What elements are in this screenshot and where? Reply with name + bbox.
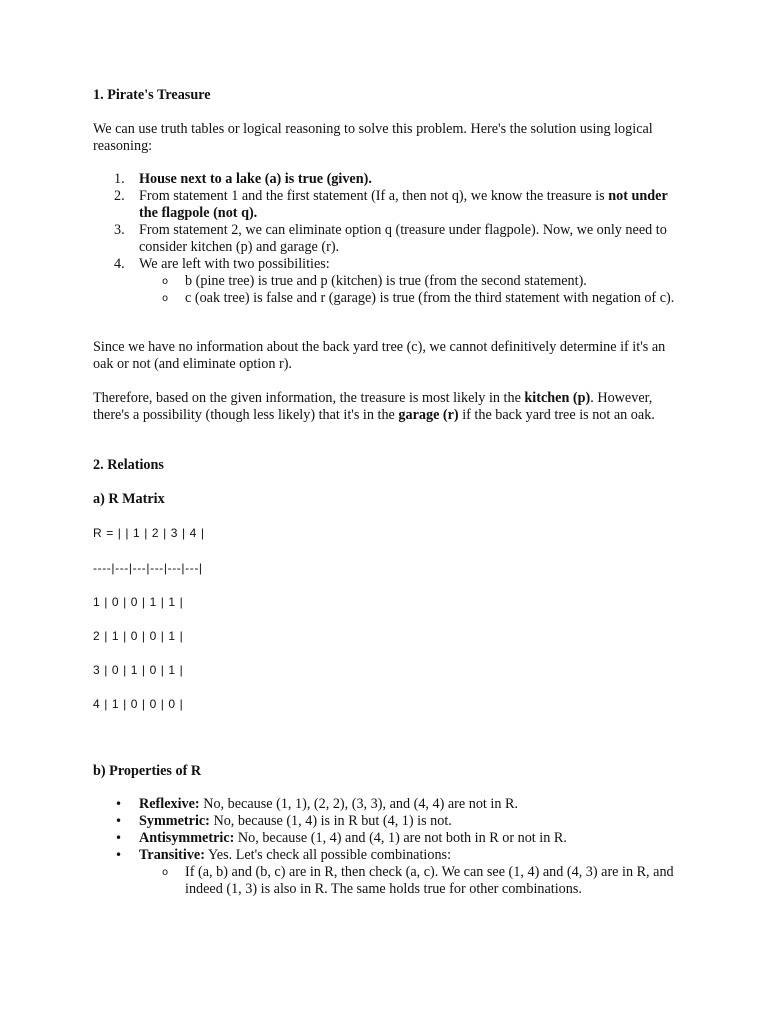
step-item: [93, 222, 683, 256]
step-item: [93, 171, 683, 188]
matrix-line: 3 | 0 | 1 | 0 | 1 |: [93, 663, 184, 677]
bullet-icon: •: [115, 814, 123, 828]
matrix-line: 4 | 1 | 0 | 0 | 0 |: [93, 697, 184, 711]
property-item: [93, 830, 683, 847]
step-number: 1.: [114, 171, 125, 187]
section-1-intro: We can use truth tables or logical reasoning to solve this problem. Here's the solution using logical reasoning:: [93, 121, 653, 154]
step-bold-text: not under the flagpole (not q).: [139, 188, 668, 221]
property-text: No, because (1, 1), (2, 2), (3, 3), and (4, 4) are not in R.: [199, 796, 519, 812]
transitive-detail-item: [93, 864, 683, 898]
transitive-sublist: [93, 864, 683, 898]
possibility-text: c (oak tree) is false and r (garage) is true (from the third statement with negation of c).: [185, 290, 675, 306]
subsection-b-heading: b) Properties of R: [93, 763, 202, 779]
property-term: Transitive:: [139, 847, 205, 863]
property-item: [93, 813, 683, 830]
property-item: [93, 796, 683, 813]
property-item: [93, 847, 683, 864]
matrix-line: ----|---|---|---|---|---|: [93, 561, 203, 575]
circle-bullet-icon: o: [162, 293, 169, 304]
possibilities-sublist: [93, 273, 683, 307]
section-1-heading: 1. Pirate's Treasure: [93, 87, 211, 103]
possibility-text: b (pine tree) is true and p (kitchen) is true (from the second statement).: [185, 273, 587, 289]
conclusion-text: if the back yard tree is not an oak.: [458, 407, 655, 423]
circle-bullet-icon: o: [162, 276, 169, 287]
circle-bullet-icon: o: [162, 867, 169, 878]
possibility-item: [93, 273, 683, 290]
bullet-icon: •: [115, 848, 123, 862]
step-item: [93, 256, 683, 273]
property-text: No, because (1, 4) and (4, 1) are not both in R or not in R.: [234, 830, 567, 846]
step-number: 2.: [114, 188, 125, 204]
step-number: 3.: [114, 222, 125, 238]
step-item: [93, 188, 683, 222]
property-term: Reflexive:: [139, 796, 200, 812]
since-paragraph: Since we have no information about the back yard tree (c), we cannot definitively determine if it's an oak or not (and eliminate option r).: [93, 339, 666, 372]
conclusion-bold: kitchen (p): [524, 390, 591, 406]
conclusion-bold: garage (r): [398, 407, 459, 423]
matrix-line: R = | | 1 | 2 | 3 | 4 |: [93, 526, 205, 540]
property-text: No, because (1, 4) is in R but (4, 1) is not.: [209, 813, 452, 829]
subsection-a-heading: a) R Matrix: [93, 491, 165, 507]
conclusion-text: Therefore, based on the given information, the treasure is most likely in the: [93, 390, 525, 406]
step-number: 4.: [114, 256, 125, 272]
property-term: Symmetric:: [139, 813, 210, 829]
bullet-icon: •: [115, 831, 123, 845]
step-text: We are left with two possibilities:: [139, 256, 330, 272]
section-2-heading: 2. Relations: [93, 457, 164, 473]
property-term: Antisymmetric:: [139, 830, 235, 846]
step-text: From statement 1 and the first statement (If a, then not q), we know the treasure is: [139, 188, 609, 204]
possibility-item: [93, 290, 683, 307]
conclusion-paragraph: [93, 390, 683, 424]
properties-list: [93, 796, 683, 898]
matrix-line: 2 | 1 | 0 | 0 | 1 |: [93, 629, 184, 643]
property-text: Yes. Let's check all possible combinations:: [204, 847, 452, 863]
matrix-line: 1 | 0 | 0 | 1 | 1 |: [93, 595, 184, 609]
step-bold-text: House next to a lake (a) is true (given).: [139, 171, 372, 187]
bullet-icon: •: [115, 797, 123, 811]
conclusion-text: . However, there's a possibility (though less likely) that it's in the: [93, 390, 653, 423]
step-text: From statement 2, we can eliminate option q (treasure under flagpole). Now, we only need to consider kitchen (p) and garage (r).: [139, 222, 667, 255]
transitive-detail-text: If (a, b) and (b, c) are in R, then check (a, c). We can see (1, 4) and (4, 3) are in R, and indeed (1, 3) is also in R. The same holds true for other combinations.: [185, 864, 674, 897]
solution-steps-list: [93, 171, 683, 307]
